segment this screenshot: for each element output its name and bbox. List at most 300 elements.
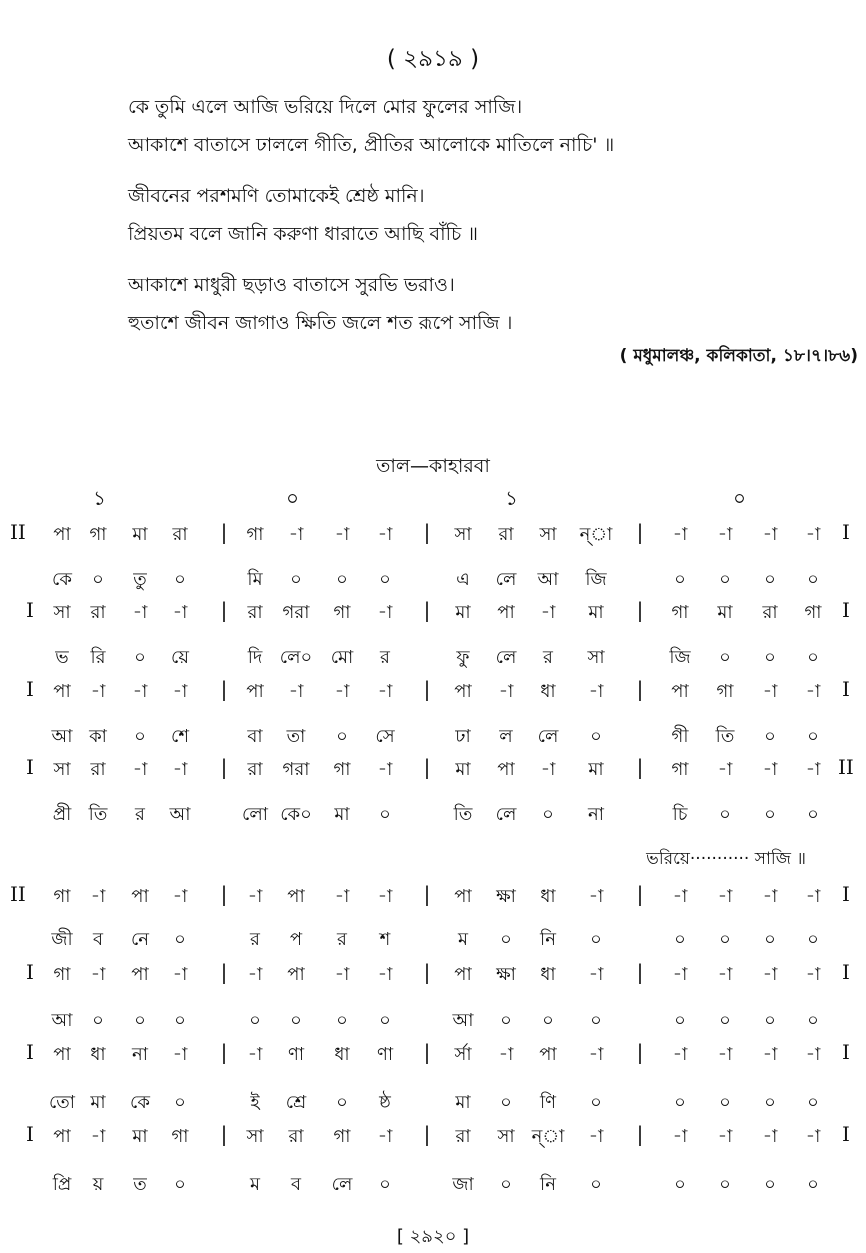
note-cell: -া	[132, 681, 148, 702]
note-cell: -া	[805, 964, 821, 985]
lyric-syllable-row	[0, 1006, 866, 1038]
bar-line: |	[636, 598, 644, 622]
row-start-marker: I	[26, 1040, 34, 1064]
lyric-syllable-row	[0, 643, 866, 675]
lyric-line: কে তুমি এলে আজি ভরিয়ে দিলে মোর ফুলের সাজি।	[128, 96, 523, 118]
syllable-cell: মা	[455, 1092, 471, 1113]
syllable-cell: ০	[764, 647, 776, 668]
syllable-cell: বা	[247, 726, 263, 747]
note-cell: পা	[246, 681, 264, 702]
syllable-cell: প্রী	[52, 804, 72, 825]
syllable-cell: ০	[290, 569, 302, 590]
bar-line: |	[423, 1040, 431, 1064]
syllable-cell: ০	[379, 1174, 391, 1195]
row-end-marker: I	[842, 882, 850, 906]
row-end-marker: I	[842, 598, 850, 622]
lyric-syllable-row	[0, 1170, 866, 1202]
syllable-cell: ০	[674, 1092, 686, 1113]
syllable-cell: জি	[585, 569, 607, 590]
note-cell: -া	[672, 964, 688, 985]
note-cell: -া	[717, 524, 733, 545]
syllable-cell: আ	[169, 804, 191, 825]
note-cell: গরা	[282, 602, 310, 623]
syllable-cell: তি	[453, 804, 473, 825]
next-song-number: [ ২৯২০ ]	[396, 1226, 470, 1247]
row-end-marker: II	[838, 755, 854, 779]
row-start-marker: I	[26, 677, 34, 701]
note-cell: গা	[53, 886, 71, 907]
note-cell: -া	[588, 1044, 604, 1065]
row-start-marker: I	[26, 755, 34, 779]
syllable-cell: ০	[174, 569, 186, 590]
source-attribution: ( মধুমালঞ্চ, কলিকাতা, ১৮।৭।৮৬)	[619, 346, 858, 366]
syllable-cell: মা	[334, 804, 350, 825]
syllable-cell: ০	[674, 929, 686, 950]
syllable-cell: জী	[51, 929, 73, 950]
note-cell: -া	[90, 1126, 106, 1147]
syllable-cell: তু	[133, 569, 147, 590]
syllable-cell: ০	[500, 1092, 512, 1113]
note-cell: -া	[247, 1044, 263, 1065]
syllable-cell: ০	[500, 1174, 512, 1195]
note-cell: রা	[90, 759, 106, 780]
syllable-cell: ০	[719, 929, 731, 950]
note-cell: পা	[539, 1044, 557, 1065]
bar-line: |	[636, 520, 644, 544]
syllable-cell: ত	[133, 1174, 147, 1195]
note-cell: -া	[805, 1126, 821, 1147]
note-cell: -া	[805, 759, 821, 780]
bar-line: |	[636, 677, 644, 701]
note-cell: -া	[288, 524, 304, 545]
syllable-cell: ০	[807, 1092, 819, 1113]
notation-row	[0, 755, 866, 787]
tala-heading: তাল—কাহারবা	[376, 455, 490, 477]
row-start-marker: I	[26, 1122, 34, 1146]
note-cell: রা	[247, 602, 263, 623]
syllable-cell: ০	[807, 929, 819, 950]
note-cell: -া	[377, 681, 393, 702]
syllable-cell: প্রি	[52, 1174, 72, 1195]
note-cell: -া	[334, 886, 350, 907]
lyric-syllable-row	[0, 722, 866, 754]
syllable-cell: ০	[764, 804, 776, 825]
syllable-cell: ০	[500, 1010, 512, 1031]
syllable-cell: এ	[456, 569, 470, 590]
lyric-syllable-row	[0, 1088, 866, 1120]
syllable-cell: ০	[764, 1092, 776, 1113]
syllable-cell: ০	[764, 1174, 776, 1195]
syllable-cell: ০	[674, 1010, 686, 1031]
syllable-cell: লে	[331, 1174, 353, 1195]
note-cell: গরা	[282, 759, 310, 780]
note-cell: -া	[377, 524, 393, 545]
syllable-cell: মা	[90, 1092, 106, 1113]
bar-line: |	[423, 677, 431, 701]
refrain-note: ভরিয়ে··········· সাজি ॥	[646, 849, 806, 869]
note-cell: পা	[287, 886, 305, 907]
syllable-cell: ০	[719, 569, 731, 590]
syllable-cell: ০	[379, 1010, 391, 1031]
syllable-cell: কে	[52, 569, 72, 590]
note-cell: -া	[672, 524, 688, 545]
syllable-cell: ০	[590, 929, 602, 950]
note-cell: সা	[539, 524, 557, 545]
row-start-marker: II	[10, 520, 26, 544]
beat-mark: ০	[286, 486, 300, 510]
bar-line: |	[220, 677, 228, 701]
syllable-cell: ০	[336, 569, 348, 590]
bar-line: |	[636, 960, 644, 984]
note-cell: গা	[246, 524, 264, 545]
syllable-cell: ভ	[55, 647, 69, 668]
syllable-cell: ০	[590, 1010, 602, 1031]
note-cell: -া	[717, 886, 733, 907]
syllable-cell: ম	[250, 1174, 260, 1195]
note-cell: সা	[53, 759, 71, 780]
note-cell: -া	[588, 964, 604, 985]
note-cell: -া	[247, 886, 263, 907]
note-cell: -া	[90, 964, 106, 985]
bar-line: |	[636, 755, 644, 779]
note-cell: -া	[805, 681, 821, 702]
syllable-cell: ০	[92, 569, 104, 590]
note-cell: -া	[132, 602, 148, 623]
note-cell: মা	[132, 524, 148, 545]
syllable-cell: ০	[92, 1010, 104, 1031]
lyric-syllable-row	[0, 800, 866, 832]
syllable-cell: ল	[499, 726, 513, 747]
syllable-cell: তা	[286, 726, 306, 747]
note-cell: সা	[246, 1126, 264, 1147]
note-cell: -া	[132, 759, 148, 780]
note-cell: ধা	[540, 886, 556, 907]
note-cell: সা	[497, 1126, 515, 1147]
syllable-cell: র	[337, 929, 347, 950]
note-cell: -া	[247, 964, 263, 985]
note-cell: পা	[131, 964, 149, 985]
bar-line: |	[220, 1122, 228, 1146]
syllable-cell: ব	[92, 929, 104, 950]
beat-mark: ০	[733, 486, 747, 510]
syllable-cell: ব	[290, 1174, 302, 1195]
syllable-cell: লে	[495, 569, 517, 590]
syllable-cell: চি	[672, 804, 688, 825]
syllable-cell: ০	[249, 1010, 261, 1031]
note-cell: ধা	[334, 1044, 350, 1065]
syllable-cell: মো	[330, 647, 354, 668]
syllable-cell: ০	[290, 1010, 302, 1031]
syllable-cell: নি	[540, 929, 556, 950]
note-cell: -া	[377, 964, 393, 985]
bar-line: |	[636, 882, 644, 906]
note-cell: ণা	[376, 1044, 394, 1065]
note-cell: -া	[498, 681, 514, 702]
syllable-cell: ০	[807, 1010, 819, 1031]
notation-row	[0, 520, 866, 552]
syllable-cell: ০	[500, 929, 512, 950]
row-end-marker: I	[842, 960, 850, 984]
syllable-cell: ০	[764, 569, 776, 590]
note-cell: রা	[247, 759, 263, 780]
note-cell: -া	[90, 886, 106, 907]
syllable-cell: ০	[764, 1010, 776, 1031]
note-cell: মা	[455, 759, 471, 780]
note-cell: -া	[172, 886, 188, 907]
note-cell: -া	[172, 681, 188, 702]
bar-line: |	[220, 598, 228, 622]
syllable-cell: তি	[715, 726, 735, 747]
note-cell: -া	[540, 759, 556, 780]
syllable-cell: ০	[134, 1010, 146, 1031]
note-cell: -া	[172, 602, 188, 623]
syllable-cell: তো	[48, 1092, 76, 1113]
note-cell: পা	[131, 886, 149, 907]
syllable-cell: ০	[542, 1010, 554, 1031]
note-cell: পা	[287, 964, 305, 985]
note-cell: -া	[762, 524, 778, 545]
syllable-cell: ০	[134, 647, 146, 668]
lyric-syllable-row	[0, 925, 866, 957]
syllable-cell: নে	[130, 929, 150, 950]
beat-mark: ১	[505, 486, 518, 510]
bar-line: |	[423, 598, 431, 622]
note-cell: ন্া	[531, 1126, 565, 1147]
note-cell: না	[132, 1044, 148, 1065]
syllable-cell: র	[135, 804, 145, 825]
syllable-cell: ০	[807, 1174, 819, 1195]
syllable-cell: ০	[590, 726, 602, 747]
note-cell: -া	[672, 886, 688, 907]
note-cell: পা	[53, 1044, 71, 1065]
syllable-cell: না	[588, 804, 604, 825]
syllable-cell: ০	[674, 569, 686, 590]
bar-line: |	[220, 960, 228, 984]
syllable-cell: ফু	[456, 647, 470, 668]
syllable-cell: নি	[540, 1174, 556, 1195]
syllable-cell: আ	[51, 1010, 73, 1031]
notation-row	[0, 960, 866, 992]
note-cell: -া	[540, 602, 556, 623]
syllable-cell: ০	[764, 726, 776, 747]
syllable-cell: লে	[537, 726, 559, 747]
notation-row	[0, 677, 866, 709]
syllable-cell: ০	[807, 647, 819, 668]
note-cell: গা	[671, 602, 689, 623]
syllable-cell: ০	[764, 929, 776, 950]
note-cell: পা	[454, 681, 472, 702]
syllable-cell: ০	[807, 726, 819, 747]
syllable-cell: প	[289, 929, 303, 950]
note-cell: র্সা	[454, 1044, 472, 1065]
syllable-cell: ০	[719, 1010, 731, 1031]
bar-line: |	[220, 1040, 228, 1064]
note-cell: গা	[333, 602, 351, 623]
lyric-line: জীবনের পরশমণি তোমাকেই শ্রেষ্ঠ মানি।	[128, 185, 425, 207]
syllable-cell: আ	[51, 726, 73, 747]
note-cell: সা	[454, 524, 472, 545]
syllable-cell: জি	[669, 647, 691, 668]
note-cell: মা	[455, 602, 471, 623]
row-end-marker: I	[842, 520, 850, 544]
note-cell: পা	[671, 681, 689, 702]
syllable-cell: ঢা	[455, 726, 471, 747]
note-cell: -া	[334, 681, 350, 702]
syllable-cell: ০	[590, 1174, 602, 1195]
lyric-syllable-row	[0, 565, 866, 597]
note-cell: ণা	[287, 1044, 305, 1065]
note-cell: সা	[53, 602, 71, 623]
note-cell: -া	[172, 1044, 188, 1065]
lyric-line: আকাশে বাতাসে ঢাললে গীতি, প্রীতির আলোকে মাতিলে নাচি' ॥	[128, 134, 615, 156]
syllable-cell: ম	[458, 929, 468, 950]
note-cell: পা	[53, 524, 71, 545]
note-cell: -া	[762, 759, 778, 780]
note-cell: গা	[716, 681, 734, 702]
note-cell: -া	[717, 759, 733, 780]
note-cell: রা	[172, 524, 188, 545]
note-cell: রা	[288, 1126, 304, 1147]
bar-line: |	[636, 1122, 644, 1146]
bar-line: |	[423, 882, 431, 906]
syllable-cell: ০	[719, 1174, 731, 1195]
note-cell: মা	[132, 1126, 148, 1147]
syllable-cell: ০	[174, 929, 186, 950]
page-title: ( ২৯১৯ )	[386, 46, 480, 72]
syllable-cell: জা	[452, 1174, 474, 1195]
syllable-cell: ০	[336, 1092, 348, 1113]
syllable-cell: র	[250, 929, 260, 950]
syllable-cell: ০	[379, 804, 391, 825]
note-cell: -া	[588, 1126, 604, 1147]
note-cell: -া	[498, 1044, 514, 1065]
syllable-cell: য়	[92, 1174, 104, 1195]
note-cell: -া	[762, 886, 778, 907]
lyric-line: হুতাশে জীবন জাগাও ক্ষিতি জলে শত রূপে সাজি ।	[128, 312, 513, 334]
note-cell: পা	[53, 681, 71, 702]
note-cell: গা	[333, 1126, 351, 1147]
syllable-cell: ০	[719, 1092, 731, 1113]
row-end-marker: I	[842, 1122, 850, 1146]
bar-line: |	[220, 882, 228, 906]
note-cell: গা	[171, 1126, 189, 1147]
note-cell: -া	[672, 1126, 688, 1147]
syllable-cell: ণি	[539, 1092, 557, 1113]
syllable-cell: মি	[247, 569, 263, 590]
syllable-cell: লো	[242, 804, 268, 825]
note-cell: গা	[671, 759, 689, 780]
note-cell: -া	[762, 1044, 778, 1065]
note-cell: -া	[717, 964, 733, 985]
syllable-cell: সা	[587, 647, 605, 668]
syllable-cell: ০	[807, 569, 819, 590]
note-cell: -া	[672, 1044, 688, 1065]
note-cell: -া	[377, 886, 393, 907]
note-cell: রা	[90, 602, 106, 623]
syllable-cell: লে	[495, 647, 517, 668]
note-cell: রা	[762, 602, 778, 623]
bar-line: |	[423, 1122, 431, 1146]
notation-row	[0, 882, 866, 914]
syllable-cell: আ	[537, 569, 559, 590]
syllable-cell: তি	[88, 804, 108, 825]
note-cell: -া	[377, 602, 393, 623]
note-cell: -া	[805, 886, 821, 907]
syllable-cell: ০	[336, 726, 348, 747]
row-end-marker: I	[842, 1040, 850, 1064]
row-start-marker: II	[10, 882, 26, 906]
syllable-cell: ০	[379, 569, 391, 590]
note-cell: ধা	[540, 681, 556, 702]
bar-line: |	[220, 520, 228, 544]
note-cell: ধা	[90, 1044, 106, 1065]
note-cell: মা	[588, 602, 604, 623]
syllable-cell: য়ে	[171, 647, 189, 668]
note-cell: -া	[805, 1044, 821, 1065]
syllable-cell: গী	[671, 726, 689, 747]
syllable-cell: ০	[719, 647, 731, 668]
note-cell: -া	[334, 524, 350, 545]
syllable-cell: ০	[174, 1092, 186, 1113]
note-cell: পা	[497, 602, 515, 623]
lyric-line: আকাশে মাধুরী ছড়াও বাতাসে সুরভি ভরাও।	[128, 274, 455, 296]
note-cell: -া	[377, 759, 393, 780]
syllable-cell: ষ্ঠ	[379, 1092, 391, 1113]
syllable-cell: দি	[247, 647, 263, 668]
note-cell: -া	[717, 1044, 733, 1065]
note-cell: পা	[497, 759, 515, 780]
syllable-cell: ০	[807, 804, 819, 825]
note-cell: -া	[762, 1126, 778, 1147]
note-cell: -া	[377, 1126, 393, 1147]
syllable-cell: ই	[250, 1092, 260, 1113]
syllable-cell: কে০	[280, 804, 312, 825]
syllable-cell: ০	[174, 1010, 186, 1031]
note-cell: ক্ষা	[496, 964, 516, 985]
note-cell: -া	[588, 681, 604, 702]
note-cell: -া	[172, 759, 188, 780]
syllable-cell: কে	[130, 1092, 150, 1113]
row-start-marker: I	[26, 598, 34, 622]
note-cell: ধা	[540, 964, 556, 985]
notation-row	[0, 1040, 866, 1072]
syllable-cell: ০	[174, 1174, 186, 1195]
note-cell: ক্ষা	[496, 886, 516, 907]
note-cell: -া	[588, 886, 604, 907]
note-cell: গা	[89, 524, 107, 545]
notation-row	[0, 1122, 866, 1154]
note-cell: -া	[762, 964, 778, 985]
note-cell: -া	[805, 524, 821, 545]
note-cell: গা	[333, 759, 351, 780]
syllable-cell: র	[380, 647, 390, 668]
note-cell: -া	[90, 681, 106, 702]
lyric-line: প্রিয়তম বলে জানি করুণা ধারাতে আছি বাঁচি ॥	[128, 223, 479, 245]
note-cell: গা	[53, 964, 71, 985]
syllable-cell: ০	[674, 1174, 686, 1195]
bar-line: |	[423, 755, 431, 779]
syllable-cell: ০	[336, 1010, 348, 1031]
note-cell: -া	[288, 681, 304, 702]
note-cell: রা	[455, 1126, 471, 1147]
syllable-cell: রি	[90, 647, 106, 668]
syllable-cell: লে	[495, 804, 517, 825]
syllable-cell: কা	[89, 726, 107, 747]
beat-mark: ১	[93, 486, 106, 510]
syllable-cell: ০	[542, 804, 554, 825]
syllable-cell: আ	[452, 1010, 474, 1031]
note-cell: মা	[588, 759, 604, 780]
